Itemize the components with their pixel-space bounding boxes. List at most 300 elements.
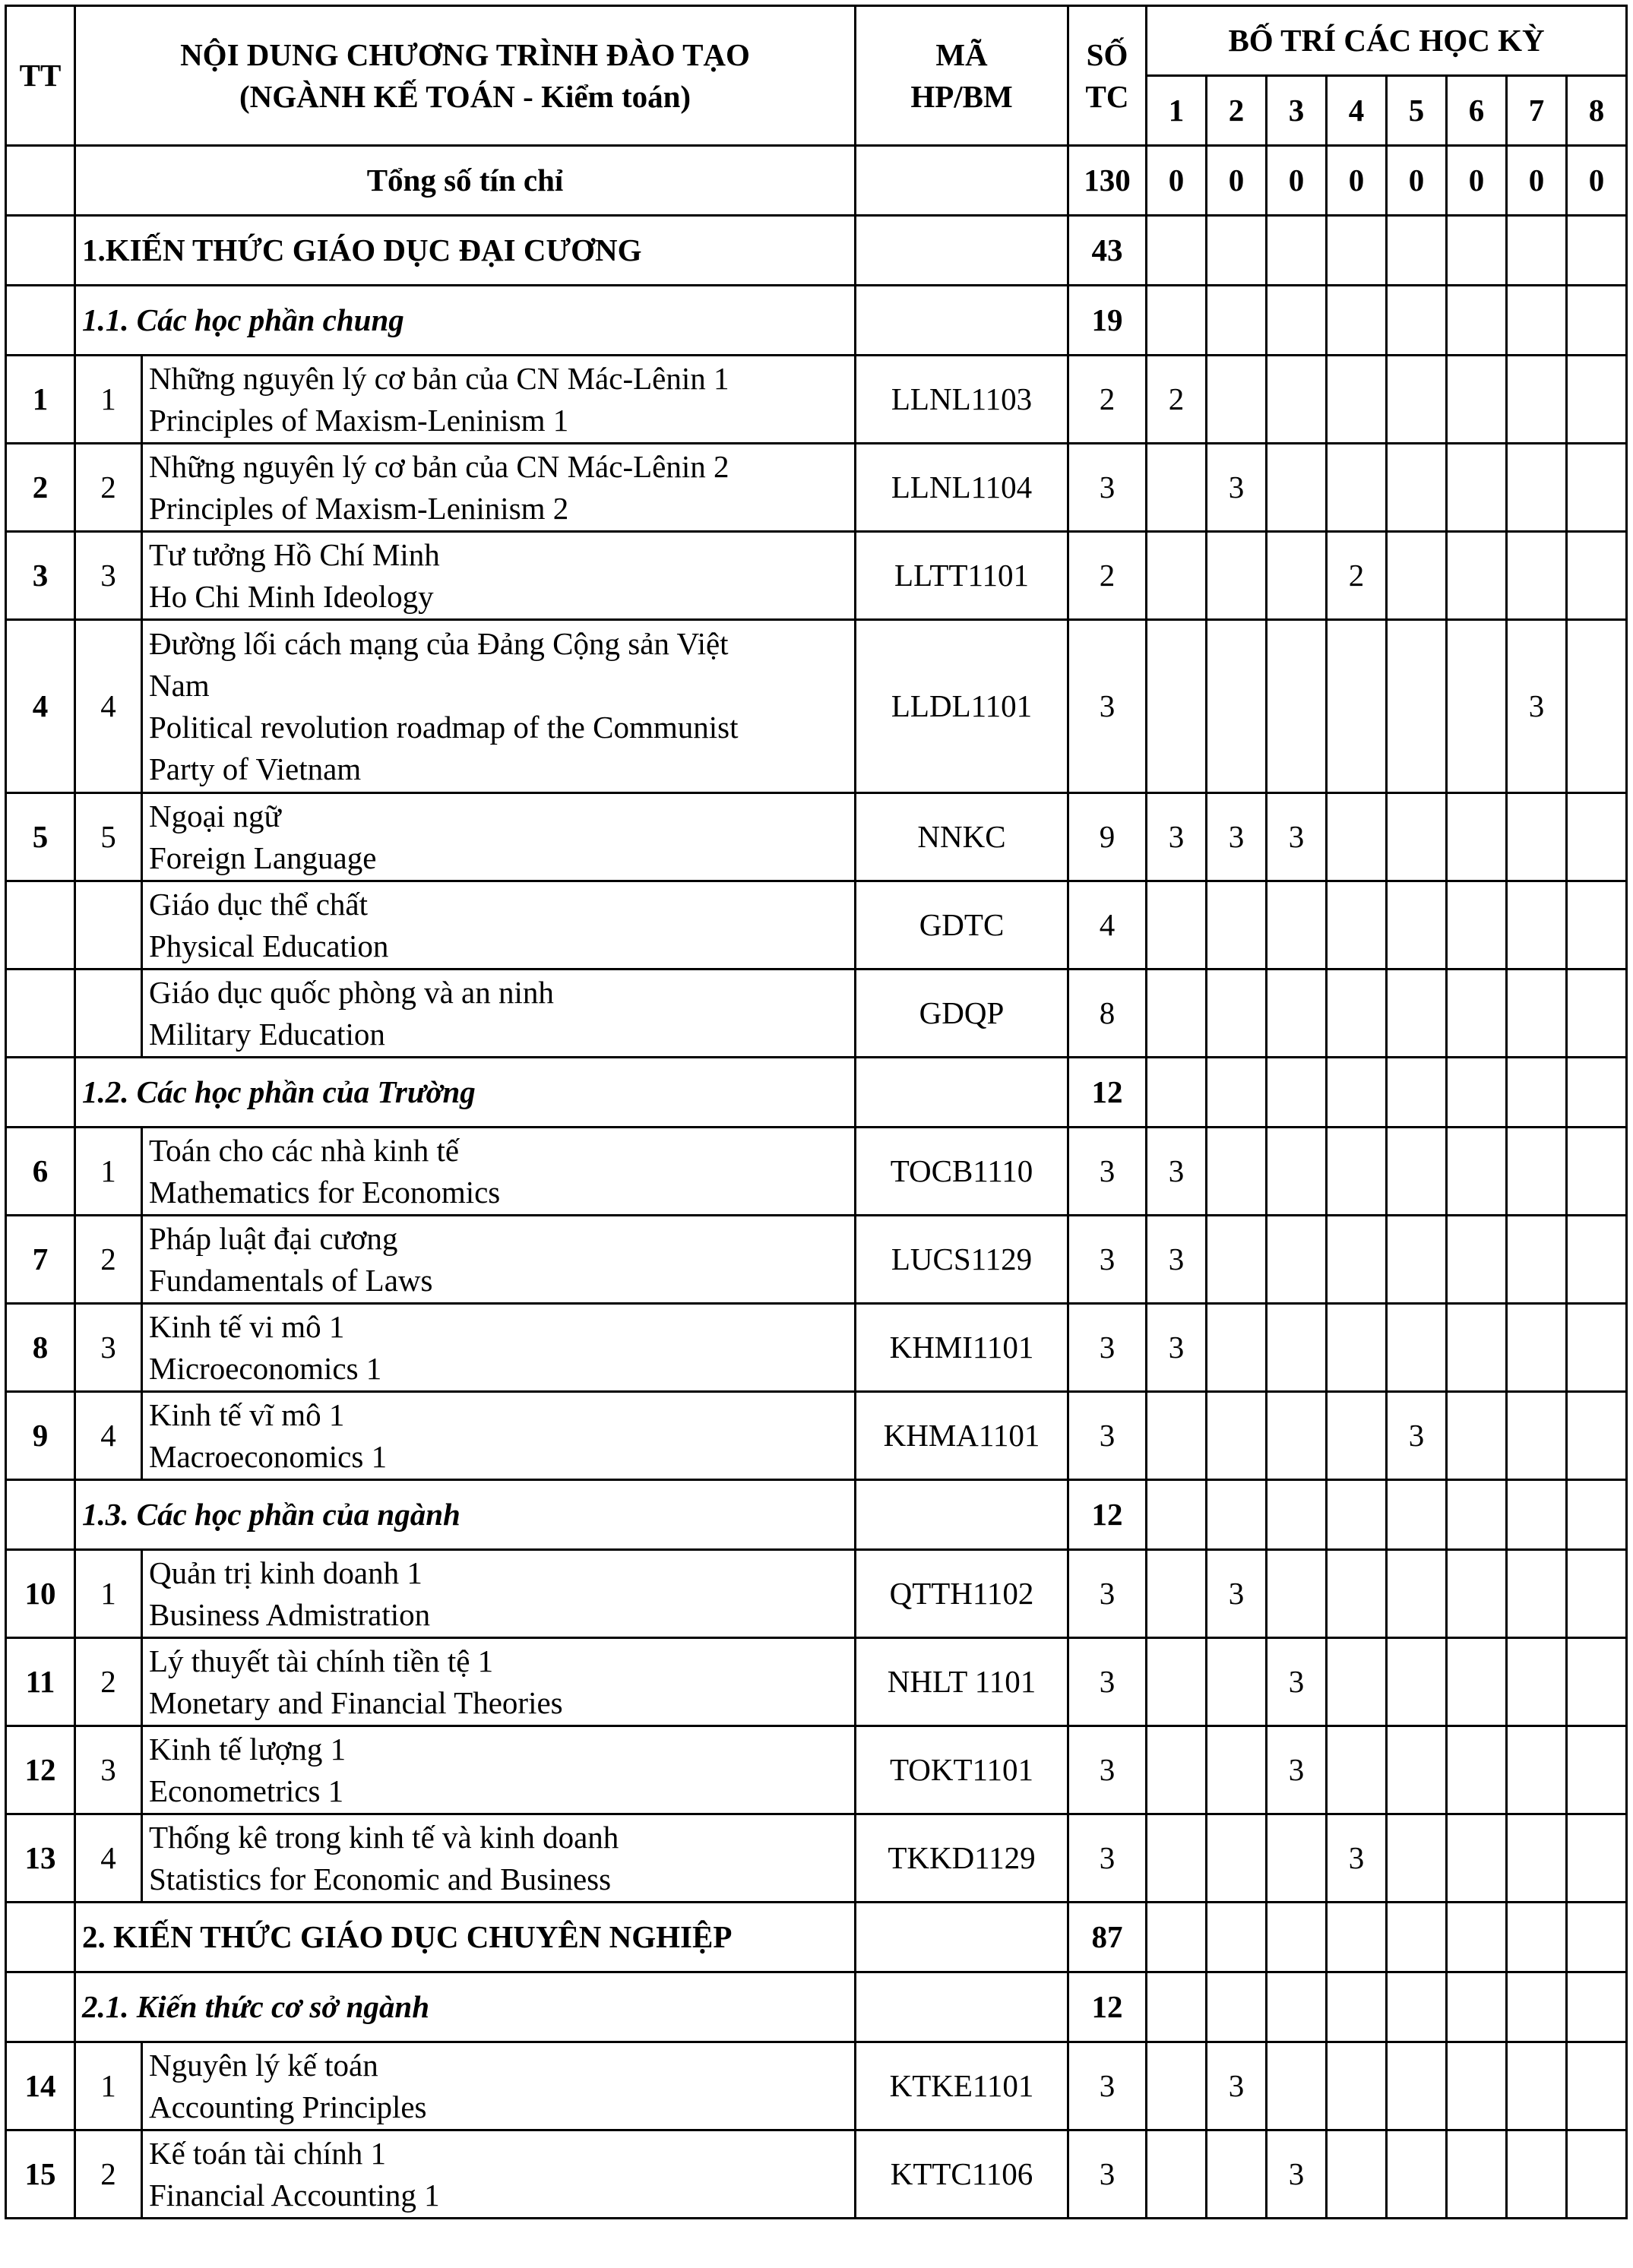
semester-3-credits: 3 [1267, 793, 1327, 881]
semester-1-credits [1147, 2042, 1207, 2130]
course-name-line: Thống kê trong kinh tế và kinh doanh [149, 1819, 619, 1855]
subsection-row [6, 286, 1627, 356]
course-name-line: Accounting Principles [149, 2089, 427, 2124]
course-name-line: Ngoại ngữ [149, 798, 281, 833]
section-credits: 43 [1068, 216, 1147, 286]
semester-cell [1147, 1972, 1207, 2042]
semester-5-credits [1387, 1726, 1447, 1814]
total-code [856, 146, 1068, 216]
section-credits: 87 [1068, 1903, 1147, 1972]
course-name-line: Party of Vietnam [149, 751, 362, 786]
semester-cell [1387, 286, 1447, 356]
row-tt: 15 [6, 2130, 75, 2219]
course-name-line: Monetary and Financial Theories [149, 1684, 563, 1720]
semester-4-credits [1327, 1392, 1387, 1480]
row-sub-index [75, 881, 142, 970]
course-code: LUCS1129 [856, 1216, 1068, 1304]
total-semester-6: 0 [1447, 146, 1507, 216]
semester-cell [1567, 1058, 1627, 1128]
row-sub-index: 4 [75, 1814, 142, 1903]
row-tt [6, 970, 75, 1058]
course-name-line: Military Education [149, 1016, 385, 1052]
semester-4-credits: 2 [1327, 532, 1387, 620]
semester-6-credits [1447, 2130, 1507, 2219]
row-sub-index: 4 [75, 620, 142, 793]
row-tt: 12 [6, 1726, 75, 1814]
course-name-line: Microeconomics 1 [149, 1350, 382, 1386]
semester-5-credits [1387, 793, 1447, 881]
semester-7-credits [1507, 1638, 1567, 1726]
semester-cell [1387, 1972, 1447, 2042]
course-name-line: Pháp luật đại cương [149, 1220, 398, 1256]
semester-1-credits: 3 [1147, 1128, 1207, 1216]
course-name [142, 1128, 856, 1216]
semester-cell [1327, 286, 1387, 356]
header-code [856, 6, 1068, 146]
course-code: LLNL1104 [856, 444, 1068, 532]
total-semester-5: 0 [1387, 146, 1447, 216]
course-credits: 3 [1068, 2130, 1147, 2219]
course-code: KHMI1101 [856, 1304, 1068, 1392]
course-name-line: Financial Accounting 1 [149, 2177, 440, 2213]
course-name-line: Foreign Language [149, 840, 377, 875]
semester-cell [1567, 216, 1627, 286]
course-name-line: Econometrics 1 [149, 1773, 344, 1808]
course-name-line: Những nguyên lý cơ bản của CN Mác-Lênin 1 [149, 360, 729, 396]
table-row [6, 356, 1627, 444]
semester-cell [1147, 1903, 1207, 1972]
table-row [6, 1128, 1627, 1216]
course-name-line: Giáo dục thể chất [149, 886, 369, 922]
semester-6-credits [1447, 1638, 1507, 1726]
row-sub-index [75, 970, 142, 1058]
row-sub-index: 4 [75, 1392, 142, 1480]
semester-8-credits [1567, 1304, 1627, 1392]
table-row [6, 1304, 1627, 1392]
table-row [6, 532, 1627, 620]
semester-1-credits [1147, 1638, 1207, 1726]
semester-2-credits [1207, 356, 1267, 444]
semester-5-credits [1387, 1550, 1447, 1638]
total-label: Tổng số tín chỉ [75, 146, 856, 216]
course-credits: 3 [1068, 1216, 1147, 1304]
course-name [142, 2042, 856, 2130]
table-row [6, 1550, 1627, 1638]
subsection-row [6, 1972, 1627, 2042]
code-cell [856, 1480, 1068, 1550]
course-credits: 8 [1068, 970, 1147, 1058]
semester-cell [1507, 1058, 1567, 1128]
semester-8-credits [1567, 2130, 1627, 2219]
course-code: GDTC [856, 881, 1068, 970]
semester-cell [1387, 1480, 1447, 1550]
code-cell [856, 216, 1068, 286]
semester-4-credits [1327, 1216, 1387, 1304]
row-tt: 4 [6, 620, 75, 793]
semester-7-credits [1507, 1216, 1567, 1304]
course-code: LLDL1101 [856, 620, 1068, 793]
row-tt: 11 [6, 1638, 75, 1726]
course-name-line: Principles of Maxism-Leninism 1 [149, 402, 569, 438]
course-name [142, 532, 856, 620]
semester-4-credits [1327, 444, 1387, 532]
table-row [6, 620, 1627, 793]
semester-7-credits [1507, 970, 1567, 1058]
semester-5-credits [1387, 2042, 1447, 2130]
row-sub-index: 1 [75, 1550, 142, 1638]
course-name [142, 1638, 856, 1726]
semester-cell [1147, 1480, 1207, 1550]
subsection-credits: 12 [1068, 1480, 1147, 1550]
total-semester-8: 0 [1567, 146, 1627, 216]
semester-7-credits [1507, 2130, 1567, 2219]
course-name [142, 1392, 856, 1480]
row-tt: 8 [6, 1304, 75, 1392]
semester-1-credits [1147, 532, 1207, 620]
total-row [6, 146, 1627, 216]
semester-cell [1567, 286, 1627, 356]
semester-3-credits [1267, 970, 1327, 1058]
semester-1-credits [1147, 881, 1207, 970]
semester-8-credits [1567, 532, 1627, 620]
semester-cell [1327, 1903, 1387, 1972]
semester-3-credits [1267, 1216, 1327, 1304]
semester-cell [1567, 1480, 1627, 1550]
course-name-line: Quản trị kinh doanh 1 [149, 1555, 422, 1590]
semester-8-credits [1567, 1216, 1627, 1304]
row-sub-index: 2 [75, 444, 142, 532]
course-name-line: Ho Chi Minh Ideology [149, 578, 434, 614]
semester-3-credits [1267, 356, 1327, 444]
subsection-label: 1.1. Các học phần chung [75, 286, 856, 356]
semester-2-credits [1207, 970, 1267, 1058]
header-semester-5: 5 [1387, 76, 1447, 146]
row-sub-index: 2 [75, 1638, 142, 1726]
semester-8-credits [1567, 444, 1627, 532]
course-name [142, 793, 856, 881]
course-name-line: Kinh tế lượng 1 [149, 1731, 347, 1767]
semester-4-credits [1327, 1304, 1387, 1392]
semester-4-credits [1327, 356, 1387, 444]
semester-6-credits [1447, 444, 1507, 532]
semester-2-credits [1207, 532, 1267, 620]
semester-cell [1387, 1903, 1447, 1972]
tt-cell [6, 1903, 75, 1972]
total-semester-4: 0 [1327, 146, 1387, 216]
table-row [6, 1814, 1627, 1903]
row-tt: 5 [6, 793, 75, 881]
row-tt: 1 [6, 356, 75, 444]
header-semester-2: 2 [1207, 76, 1267, 146]
course-code: TKKD1129 [856, 1814, 1068, 1903]
course-credits: 3 [1068, 2042, 1147, 2130]
table-row [6, 444, 1627, 532]
code-cell [856, 1058, 1068, 1128]
semester-6-credits [1447, 532, 1507, 620]
section-label: 1.KIẾN THỨC GIÁO DỤC ĐẠI CƯƠNG [75, 216, 856, 286]
course-name [142, 1726, 856, 1814]
course-name-line: Kinh tế vĩ mô 1 [149, 1397, 345, 1432]
semester-2-credits [1207, 1392, 1267, 1480]
row-tt: 3 [6, 532, 75, 620]
semester-cell [1567, 1972, 1627, 2042]
row-sub-index: 1 [75, 356, 142, 444]
total-credits: 130 [1068, 146, 1147, 216]
semester-cell [1507, 216, 1567, 286]
table-row [6, 1638, 1627, 1726]
semester-8-credits [1567, 1550, 1627, 1638]
course-name-line: Mathematics for Economics [149, 1174, 501, 1210]
semester-2-credits [1207, 1726, 1267, 1814]
course-credits: 3 [1068, 620, 1147, 793]
course-name-line: Kinh tế vi mô 1 [149, 1308, 345, 1344]
course-name [142, 881, 856, 970]
subsection-credits: 19 [1068, 286, 1147, 356]
semester-cell [1387, 216, 1447, 286]
course-code: LLTT1101 [856, 532, 1068, 620]
header-code-line2: HP/BM [910, 78, 1013, 114]
semester-7-credits [1507, 1304, 1567, 1392]
semester-cell [1267, 1480, 1327, 1550]
semester-3-credits: 3 [1267, 1726, 1327, 1814]
table-row [6, 2042, 1627, 2130]
row-sub-index: 5 [75, 793, 142, 881]
semester-8-credits [1567, 793, 1627, 881]
course-code: KTTC1106 [856, 2130, 1068, 2219]
section-row [6, 216, 1627, 286]
semester-cell [1567, 1903, 1627, 1972]
header-credits-line2: TC [1085, 78, 1129, 114]
semester-cell [1147, 216, 1207, 286]
semester-6-credits [1447, 1304, 1507, 1392]
header-content [75, 6, 856, 146]
semester-4-credits [1327, 2130, 1387, 2219]
semester-4-credits [1327, 881, 1387, 970]
semester-3-credits: 3 [1267, 1638, 1327, 1726]
row-sub-index: 2 [75, 2130, 142, 2219]
semester-5-credits [1387, 532, 1447, 620]
course-name [142, 2130, 856, 2219]
table-row [6, 2130, 1627, 2219]
course-credits: 2 [1068, 532, 1147, 620]
row-tt: 7 [6, 1216, 75, 1304]
course-name [142, 620, 856, 793]
semester-1-credits: 3 [1147, 1216, 1207, 1304]
code-cell [856, 286, 1068, 356]
course-name-line: Kế toán tài chính 1 [149, 2135, 386, 2171]
course-name-line: Business Admistration [149, 1596, 431, 1632]
semester-cell [1147, 1058, 1207, 1128]
semester-cell [1447, 286, 1507, 356]
row-sub-index: 1 [75, 2042, 142, 2130]
semester-8-credits [1567, 1128, 1627, 1216]
semester-6-credits [1447, 970, 1507, 1058]
course-name [142, 1550, 856, 1638]
course-credits: 3 [1068, 1128, 1147, 1216]
semester-4-credits [1327, 1550, 1387, 1638]
semester-1-credits: 3 [1147, 793, 1207, 881]
semester-7-credits [1507, 356, 1567, 444]
header-credits [1068, 6, 1147, 146]
semester-8-credits [1567, 1814, 1627, 1903]
semester-6-credits [1447, 1814, 1507, 1903]
subsection-row [6, 1058, 1627, 1128]
semester-4-credits [1327, 1128, 1387, 1216]
course-code: LLNL1103 [856, 356, 1068, 444]
semester-5-credits [1387, 1304, 1447, 1392]
code-cell [856, 1903, 1068, 1972]
header-code-line1: MÃ [935, 36, 988, 72]
semester-5-credits [1387, 1128, 1447, 1216]
course-code: GDQP [856, 970, 1068, 1058]
header-semester-1: 1 [1147, 76, 1207, 146]
semester-cell [1507, 1972, 1567, 2042]
semester-8-credits [1567, 970, 1627, 1058]
semester-3-credits [1267, 444, 1327, 532]
semester-2-credits [1207, 881, 1267, 970]
header-semester-6: 6 [1447, 76, 1507, 146]
semester-cell [1207, 1903, 1267, 1972]
semester-2-credits [1207, 1216, 1267, 1304]
header-tt: TT [6, 6, 75, 146]
semester-cell [1507, 1480, 1567, 1550]
semester-6-credits [1447, 1550, 1507, 1638]
semester-6-credits [1447, 1128, 1507, 1216]
semester-cell [1267, 286, 1327, 356]
semester-6-credits [1447, 1216, 1507, 1304]
semester-3-credits [1267, 1128, 1327, 1216]
semester-8-credits [1567, 1392, 1627, 1480]
header-semester-4: 4 [1327, 76, 1387, 146]
semester-2-credits [1207, 1638, 1267, 1726]
course-code: KHMA1101 [856, 1392, 1068, 1480]
semester-cell [1447, 1480, 1507, 1550]
row-sub-index: 2 [75, 1216, 142, 1304]
semester-1-credits [1147, 970, 1207, 1058]
course-code: NNKC [856, 793, 1068, 881]
row-sub-index: 3 [75, 1304, 142, 1392]
tt-cell [6, 286, 75, 356]
semester-1-credits [1147, 1814, 1207, 1903]
course-credits: 3 [1068, 1638, 1147, 1726]
semester-cell [1327, 1058, 1387, 1128]
semester-7-credits [1507, 1726, 1567, 1814]
table-row [6, 1392, 1627, 1480]
semester-1-credits: 2 [1147, 356, 1207, 444]
total-tt [6, 146, 75, 216]
semester-6-credits [1447, 881, 1507, 970]
semester-1-credits: 3 [1147, 1304, 1207, 1392]
row-tt: 2 [6, 444, 75, 532]
total-semester-7: 0 [1507, 146, 1567, 216]
semester-6-credits [1447, 1392, 1507, 1480]
semester-3-credits [1267, 881, 1327, 970]
course-credits: 3 [1068, 1550, 1147, 1638]
semester-7-credits [1507, 1814, 1567, 1903]
course-name [142, 1304, 856, 1392]
semester-6-credits [1447, 2042, 1507, 2130]
total-semester-1: 0 [1147, 146, 1207, 216]
total-semester-2: 0 [1207, 146, 1267, 216]
course-name-line: Tư tưởng Hồ Chí Minh [149, 536, 440, 572]
row-tt: 14 [6, 2042, 75, 2130]
course-code: TOCB1110 [856, 1128, 1068, 1216]
semester-3-credits [1267, 1392, 1327, 1480]
row-sub-index: 3 [75, 1726, 142, 1814]
course-name-line: Toán cho các nhà kinh tế [149, 1132, 460, 1168]
course-credits: 3 [1068, 1392, 1147, 1480]
table-row [6, 1726, 1627, 1814]
header-semester-8: 8 [1567, 76, 1627, 146]
semester-6-credits [1447, 620, 1507, 793]
row-tt: 6 [6, 1128, 75, 1216]
semester-cell [1387, 1058, 1447, 1128]
semester-5-credits [1387, 620, 1447, 793]
semester-4-credits [1327, 970, 1387, 1058]
course-credits: 3 [1068, 444, 1147, 532]
header-content-line2: (NGÀNH KẾ TOÁN - Kiểm toán) [239, 78, 691, 114]
semester-cell [1447, 1972, 1507, 2042]
semester-5-credits [1387, 881, 1447, 970]
header-semester-7: 7 [1507, 76, 1567, 146]
semester-4-credits [1327, 793, 1387, 881]
semester-3-credits [1267, 1814, 1327, 1903]
table-row [6, 881, 1627, 970]
semester-1-credits [1147, 1550, 1207, 1638]
total-semester-3: 0 [1267, 146, 1327, 216]
semester-5-credits [1387, 444, 1447, 532]
semester-cell [1447, 1903, 1507, 1972]
semester-2-credits [1207, 1128, 1267, 1216]
semester-cell [1207, 1480, 1267, 1550]
semester-2-credits [1207, 2130, 1267, 2219]
course-name-line: Statistics for Economic and Business [149, 1861, 612, 1896]
course-credits: 3 [1068, 1304, 1147, 1392]
semester-1-credits [1147, 1726, 1207, 1814]
semester-2-credits [1207, 1814, 1267, 1903]
semester-cell [1207, 286, 1267, 356]
section-label: 2. KIẾN THỨC GIÁO DỤC CHUYÊN NGHIỆP [75, 1903, 856, 1972]
semester-4-credits [1327, 2042, 1387, 2130]
semester-8-credits [1567, 620, 1627, 793]
semester-3-credits [1267, 620, 1327, 793]
semester-cell [1507, 286, 1567, 356]
table-row [6, 970, 1627, 1058]
semester-7-credits [1507, 2042, 1567, 2130]
course-name [142, 1814, 856, 1903]
row-tt: 10 [6, 1550, 75, 1638]
course-code: TOKT1101 [856, 1726, 1068, 1814]
semester-7-credits [1507, 793, 1567, 881]
semester-4-credits: 3 [1327, 1814, 1387, 1903]
semester-5-credits [1387, 1216, 1447, 1304]
semester-cell [1267, 1972, 1327, 2042]
semester-1-credits [1147, 1392, 1207, 1480]
header-semesters-title: BỐ TRÍ CÁC HỌC KỲ [1147, 6, 1627, 76]
subsection-credits: 12 [1068, 1972, 1147, 2042]
semester-3-credits [1267, 1550, 1327, 1638]
semester-8-credits [1567, 1638, 1627, 1726]
semester-cell [1447, 216, 1507, 286]
subsection-label: 1.2. Các học phần của Trường [75, 1058, 856, 1128]
course-name-line: Physical Education [149, 928, 389, 963]
semester-3-credits [1267, 2042, 1327, 2130]
header-row-1 [6, 6, 1627, 76]
semester-1-credits [1147, 620, 1207, 793]
course-credits: 3 [1068, 1726, 1147, 1814]
semester-cell [1327, 1972, 1387, 2042]
tt-cell [6, 216, 75, 286]
